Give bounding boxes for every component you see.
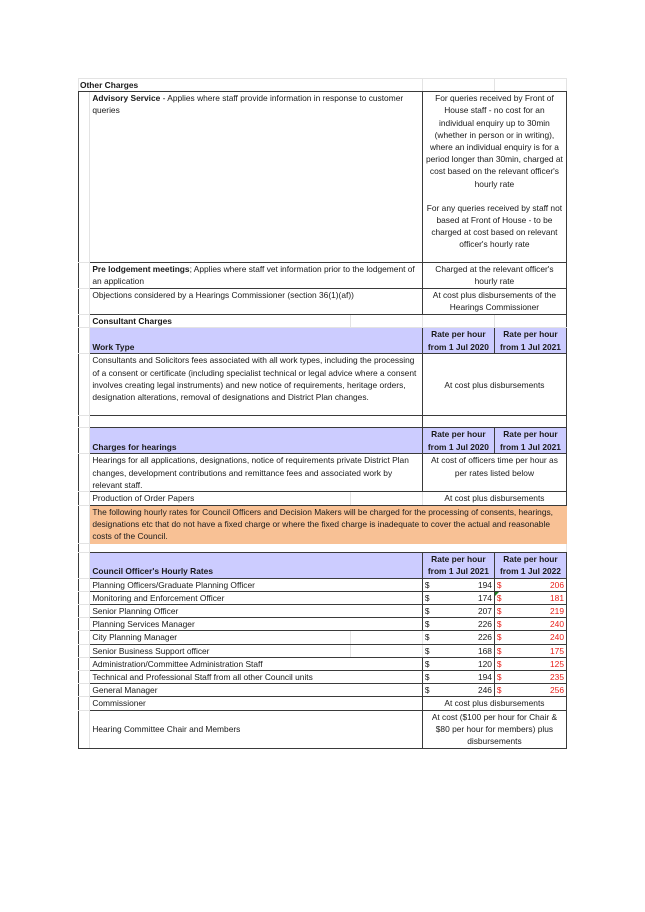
- table-row: [79, 631, 567, 644]
- officer-role: General Manager: [90, 684, 423, 697]
- order-papers-label: Production of Order Papers: [90, 492, 350, 505]
- rate-2022: $ 175: [496, 645, 564, 656]
- consultant-fees-value: At cost plus disbursements: [422, 354, 566, 416]
- section-title-consultant-charges: Consultant Charges: [90, 315, 350, 328]
- table-row: [79, 289, 567, 315]
- objections-value: At cost plus disbursements of the Hearings Commissioner: [422, 289, 566, 315]
- rate-2021: $ 226: [424, 619, 492, 630]
- header-council-officer: Council Officer's Hourly Rates: [90, 552, 423, 578]
- rate-2022: $ 240: [496, 619, 564, 630]
- table-row: [79, 454, 567, 492]
- table-row: [79, 92, 567, 263]
- table-row: [79, 684, 567, 697]
- order-papers-value: At cost plus disbursements: [422, 492, 566, 505]
- section-title-other-charges: Other Charges: [79, 79, 423, 92]
- officer-role: Planning Services Manager: [90, 618, 423, 631]
- officer-role: Monitoring and Enforcement Officer: [90, 591, 423, 604]
- table-row: [79, 492, 567, 505]
- hearing-committee-value: At cost ($100 per hour for Chair & $80 per hour for members) plus disbursements: [422, 710, 566, 748]
- officer-role: Senior Planning Officer: [90, 605, 423, 618]
- rate-2022: $ 206: [496, 579, 564, 590]
- header-rate-2020: Rate per hour from 1 Jul 2020: [422, 428, 494, 454]
- rate-2022: $ 256: [496, 685, 564, 696]
- header-rate-2022: Rate per hour from 1 Jul 2022: [494, 552, 566, 578]
- note-row: [79, 505, 567, 543]
- hourly-rates-note: The following hourly rates for Council Officers and Decision Makers will be charged for the processing of consents, hearings, designations etc that do not have a fixed charge or where the fixed charge is inadequate to cover the actual and reasonable costs of the Council.: [90, 505, 567, 543]
- rate-2022: $ 240: [496, 632, 564, 643]
- objections-label: Objections considered by a Hearings Commissioner (section 36(1)(af)): [90, 289, 423, 315]
- rate-2021: $ 194: [424, 579, 492, 590]
- header-rate-2020: Rate per hour from 1 Jul 2020: [422, 328, 494, 354]
- commissioner-value: At cost plus disbursements: [422, 697, 566, 710]
- fee-schedule-table: [78, 78, 567, 749]
- officer-role: Technical and Professional Staff from all other Council units: [90, 671, 423, 684]
- rate-2021: $ 207: [424, 606, 492, 617]
- hearings-value: At cost of officers time per hour as per rates listed below: [422, 454, 566, 492]
- fee-schedule-sheet: [78, 78, 567, 749]
- officer-role: Senior Business Support officer: [90, 644, 350, 657]
- table-row: [79, 671, 567, 684]
- header-rate-2021: Rate per hour from 1 Jul 2021: [494, 328, 566, 354]
- table-header-row: [79, 428, 567, 454]
- table-row: [79, 591, 567, 604]
- table-header-row: [79, 552, 567, 578]
- header-rate-2021: Rate per hour from 1 Jul 2021: [494, 428, 566, 454]
- hearing-committee-label: Hearing Committee Chair and Members: [90, 710, 423, 748]
- header-rate-2021: Rate per hour from 1 Jul 2021: [422, 552, 494, 578]
- rate-2022: $ 181: [496, 592, 564, 603]
- advisory-service-label: Advisory Service - Applies where staff provide information in response to customer queries: [90, 92, 423, 263]
- table-row: [79, 710, 567, 748]
- table-row: [79, 354, 567, 416]
- pre-lodgement-label: Pre lodgement meetings; Applies where staff vet information prior to the lodgement of an application: [90, 263, 423, 289]
- officer-role: Planning Officers/Graduate Planning Officer: [90, 578, 423, 591]
- table-row: [79, 644, 567, 657]
- header-charges-for-hearings: Charges for hearings: [90, 428, 423, 454]
- rate-2021: $ 194: [424, 672, 492, 683]
- rate-2021: $ 168: [424, 645, 492, 656]
- rate-2022: $ 125: [496, 658, 564, 669]
- rate-2021: $ 120: [424, 658, 492, 669]
- commissioner-label: Commissioner: [90, 697, 423, 710]
- section-title-row: [79, 79, 567, 92]
- rate-2021: $ 246: [424, 685, 492, 696]
- rate-2022: $ 219: [496, 606, 564, 617]
- rate-2021: $ 174: [424, 592, 492, 603]
- officer-role: City Planning Manager: [90, 631, 350, 644]
- table-row: [79, 618, 567, 631]
- rate-2022: $ 235: [496, 672, 564, 683]
- table-header-row: [79, 328, 567, 354]
- table-row: [79, 578, 567, 591]
- header-work-type: Work Type: [90, 328, 423, 354]
- pre-lodgement-value: Charged at the relevant officer's hourly rate: [422, 263, 566, 289]
- advisory-service-value: For queries received by Front of House staff - no cost for an individual enquiry up to 30min (whether in person or in writing), where an individual enquiry is for a period longer than 30min, charged at cost based on the relevant officer's hourly rate For any queries received by staff not based at Front of House - to be charged at cost based on relevant officer's hourly rate: [422, 92, 566, 263]
- officer-role: Administration/Committee Administration Staff: [90, 657, 423, 670]
- section-title-row: [79, 315, 567, 328]
- hearings-label: Hearings for all applications, designations, notice of requirements private District Plan changes, development contributions and remittance fees and associated work by relevant staff.: [90, 454, 423, 492]
- consultant-fees-label: Consultants and Solicitors fees associated with all work types, including the processing of a consent or certificate (including specialist technical or legal advice where a consent involves creating legal instruments) and new notice of requirements, heritage orders, designation alterations, removal of designations and District Plan changes.: [90, 354, 423, 416]
- table-row: [79, 263, 567, 289]
- table-row: [79, 657, 567, 670]
- table-row: [79, 697, 567, 710]
- table-row: [79, 605, 567, 618]
- rate-2021: $ 226: [424, 632, 492, 643]
